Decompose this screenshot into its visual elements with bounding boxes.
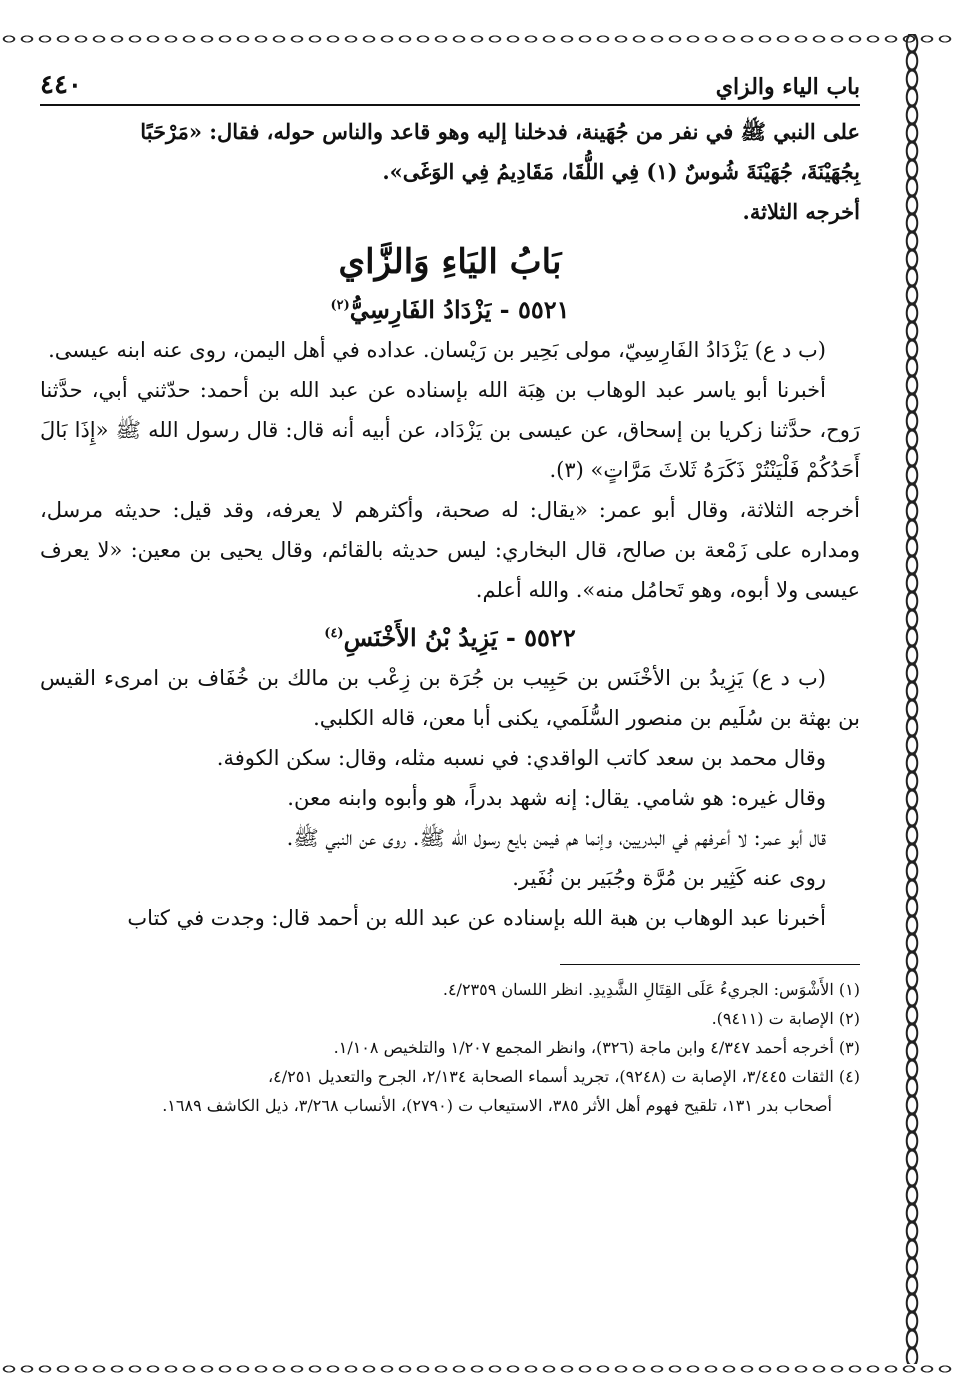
chapter-title: باب الياء والزاي: [715, 74, 860, 100]
entry-5522-para-3: وقال غيره: هو شامي. يقال: إنه شهد بدراً، هو وأبوه وابنه معن.: [287, 786, 826, 810]
decorative-border-bottom: [0, 1362, 954, 1376]
entry-5521-name: ٥٥٢١ - يَزْدَادُ الفَارِسِيُّ: [349, 295, 570, 324]
decorative-border-right: [905, 34, 919, 1364]
entry-5522-para-5: روى عنه كَثِير بن مُرَّة وجُبَير بن نُفَير.: [512, 866, 826, 890]
entry-5521-para-1: (ب د ع) يَزْدَادُ الفَارِسِيّ، مولى بَحِير بن رَيْسان. عداده في أهل اليمن، روى عنه ابنه عيسى.: [48, 338, 826, 362]
entry-5521-title: [40, 286, 860, 330]
footnote-4-continued: أصحاب بدر ١٣١، تلقيح فهوم أهل الأثر ٣٨٥، الاستيعاب ت (٢٧٩٠)، الأنساب ٣/٢٦٨، ذيل الكاشف ١٦٨٩.: [162, 1096, 832, 1115]
entry-5522-para-1: (ب د ع) يَزِيدُ بن الأخْنَس بن حَبِيب بن جُرَة بن زِعْب بن مالك بن خُفَاف بن امرىء القيس بن بهثة بن سُلَيم بن منصور السُّلَمي، يكنى أبا معن، قاله الكلبي.: [40, 666, 860, 730]
footnote-1: (١) الأَشْوَس: الجريءُ عَلَى القِتَالِ الشَّدِيدِ. انظر اللسان ٤/٢٣٥٩.: [442, 980, 860, 999]
intro-line-3: أخرجه الثلاثة.: [742, 199, 860, 224]
entry-5522-para-6: أخبرنا عبد الوهاب بن هبة الله بإسناده عن عبد الله بن أحمد قال: وجدت في كتاب: [127, 906, 826, 930]
entry-5522-note: (٤): [324, 626, 344, 641]
section-heading: بَابُ اليَاءِ وَالزَّاي: [338, 242, 562, 282]
page-number: ٤٤٠: [40, 70, 82, 100]
decorative-border-top: [0, 32, 954, 46]
book-page: [40, 60, 860, 1120]
entry-5522-para-2: وقال محمد بن سعد كاتب الواقدي: في نسبه مثله، وقال: سكن الكوفة.: [216, 746, 826, 770]
intro-line-1: على النبي ﷺ في نفر من جُهَينة، فدخلنا إليه وهو قاعد والناس حوله، فقال: «مَرْحَبًا: [140, 119, 860, 144]
footnote-4: (٤) الثقات ٣/٤٤٥، الإصابة ت (٩٢٤٨)، تجريد أسماء الصحابة ٢/١٣٤، الجرح والتعديل ٤/٢٥١،: [267, 1067, 860, 1086]
footnote-3: (٣) أخرجه أحمد ٤/٣٤٧ وابن ماجة (٣٢٦)، وانظر المجمع ١/٢٠٧ والتلخيص ١/١٠٨.: [333, 1038, 860, 1057]
entry-5522-title: [40, 614, 860, 658]
entry-5521-para-2: أخبرنا أبو ياسر عبد الوهاب بن هِبَة الله بإسناده عن عبد الله بن أحمد: حدّثني أبي، حدَّثنا رَوح، حدَّثنا زكريا بن إسحاق، عن عيسى بن يَزْدَاد، عن أبيه أنه قال: قال رسول الله ﷺ «إِذَا بَالَ أَحَدُكُمْ فَلْيَنْتُرْ ذَكَرَهُ ثَلاثَ مَرَّاتٍ» (٣).: [40, 378, 860, 482]
intro-line-2: بِجُهَيْنَةَ، جُهَيْنَةَ شُوسٌ (١) فِي اللُّقَا، مَقَادِيمُ فِي الوَغَى».: [382, 159, 860, 184]
entry-5521-note: (٢): [330, 298, 350, 313]
running-header: [40, 60, 860, 106]
footnote-separator: [560, 964, 860, 965]
entry-5521-para-3: أخرجه الثلاثة، وقال أبو عمر: «يقال: له صحبة، وأكثرهم لا يعرفه، وقد قيل: حديثه مرسل، ومداره على زَمْعة بن صالح، قال البخاري: ليس حديثه بالقائم، وقال يحيى بن معين: «لا يعرف عيسى ولا أبوه، وهو تَحامُل منه». والله أعلم.: [40, 498, 860, 602]
entry-5522-name: ٥٥٢٢ - يَزِيدُ بْنُ الأَخْنَسِ: [343, 623, 576, 652]
footnote-2: (٢) الإصابة ت (٩٤١١).: [711, 1009, 860, 1028]
entry-5522-para-4: قال أبو عمر: لا أعرفهم في البدريين، وإنما هم فيمن بايع رسول الله ﷺ. روى عن النبي ﷺ.: [286, 826, 826, 850]
